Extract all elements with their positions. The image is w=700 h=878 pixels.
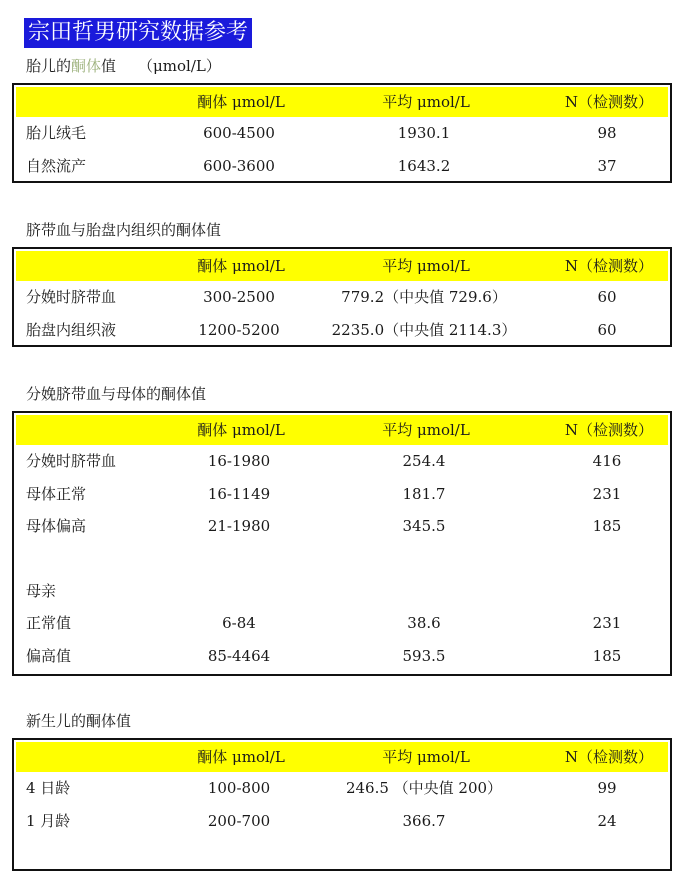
table-newborn: [12, 738, 672, 871]
row-range: 300-2500: [203, 288, 275, 306]
row-range: 600-4500: [203, 124, 275, 142]
header-mean: 平均 μmol/L: [382, 257, 470, 275]
row-mean: 345.5: [402, 517, 446, 535]
row-mean: 779.2（中央值 729.6）: [341, 288, 507, 306]
header-ketone: 酮体 μmol/L: [197, 93, 285, 111]
row-mean: 38.6: [407, 614, 441, 632]
section-unit: （μmol/L）: [138, 57, 221, 75]
row-label: 分娩时脐带血: [26, 452, 117, 470]
row-n: 98: [597, 124, 617, 142]
page-title: 宗田哲男研究数据参考: [24, 18, 252, 48]
row-range: 100-800: [207, 779, 271, 797]
table-header: [16, 251, 668, 281]
table-row: [14, 805, 670, 838]
table-row: [14, 510, 670, 543]
row-range: 600-3600: [203, 156, 275, 175]
table-cord-placenta: [12, 247, 672, 347]
row-n: 231: [592, 614, 622, 632]
row-label: 胎儿绒毛: [26, 124, 87, 142]
row-mean: 1643.2: [397, 156, 451, 175]
table-row: [14, 150, 670, 183]
row-label: 胎盘内组织液: [26, 320, 117, 339]
row-label: 偏高值: [26, 646, 72, 665]
row-n: 60: [597, 288, 617, 306]
row-label: 分娩时脐带血: [26, 288, 117, 306]
header-n: N（检测数）: [564, 93, 654, 111]
row-range: 1200-5200: [198, 320, 280, 339]
header-n: N（检测数）: [564, 421, 654, 439]
table-header: [16, 742, 668, 772]
row-range: 16-1149: [207, 484, 271, 503]
row-label: 母体正常: [26, 484, 87, 503]
section-title-newborn: 新生儿的酮体值: [26, 712, 132, 730]
row-range: 16-1980: [207, 452, 271, 470]
row-range: 200-700: [207, 811, 271, 830]
row-range: 85-4464: [207, 646, 271, 665]
row-spacer: [14, 543, 670, 575]
table-row: [14, 478, 670, 511]
row-range: 6-84: [222, 614, 256, 632]
header-n: N（检测数）: [564, 257, 654, 275]
header-mean: 平均 μmol/L: [382, 748, 470, 766]
subgroup-label-row: [14, 575, 670, 608]
section-title-text: 胎儿的: [26, 57, 72, 75]
row-range: 21-1980: [207, 517, 271, 535]
row-mean: 593.5: [402, 646, 446, 665]
table-header: [16, 415, 668, 445]
header-mean: 平均 μmol/L: [382, 93, 470, 111]
row-label: 4 日龄: [26, 779, 71, 797]
row-n: 416: [592, 452, 622, 470]
row-n: 231: [592, 484, 622, 503]
table-cord-mother: [12, 411, 672, 676]
row-mean: 2235.0（中央值 2114.3）: [331, 320, 517, 339]
table-row: [14, 314, 670, 347]
section-title-cord-placenta: 脐带血与胎盘内组织的酮体值: [26, 221, 222, 239]
header-ketone: 酮体 μmol/L: [197, 421, 285, 439]
row-n: 185: [592, 646, 622, 665]
table-fetal: [12, 83, 672, 183]
table-row: [14, 607, 670, 640]
row-mean: 366.7: [402, 811, 446, 830]
row-mean: 254.4: [402, 452, 446, 470]
table-row: [14, 445, 670, 478]
row-n: 185: [592, 517, 622, 535]
table-header: [16, 87, 668, 117]
table-row: [14, 117, 670, 150]
row-n: 99: [597, 779, 617, 797]
section-title-cord-mother: 分娩脐带血与母体的酮体值: [26, 385, 207, 403]
row-mean: 181.7: [402, 484, 446, 503]
header-n: N（检测数）: [564, 748, 654, 766]
section-title-highlight: 酮体: [71, 57, 102, 75]
header-ketone: 酮体 μmol/L: [197, 257, 285, 275]
row-label: 正常值: [26, 614, 72, 632]
row-label: 自然流产: [26, 156, 87, 175]
row-label: 母体偏高: [26, 517, 87, 535]
row-mean: 246.5 （中央值 200）: [345, 779, 503, 797]
row-label: 1 月龄: [26, 811, 71, 830]
header-ketone: 酮体 μmol/L: [197, 748, 285, 766]
row-n: 24: [597, 811, 617, 830]
subgroup-label: 母亲: [26, 581, 57, 600]
row-n: 60: [597, 320, 617, 339]
section-title-suffix: 值: [101, 57, 117, 75]
header-mean: 平均 μmol/L: [382, 421, 470, 439]
table-row: [14, 281, 670, 314]
row-n: 37: [597, 156, 617, 175]
row-mean: 1930.1: [397, 124, 451, 142]
table-row: [14, 772, 670, 805]
section-title-fetal: [26, 56, 221, 76]
table-row: [14, 640, 670, 673]
